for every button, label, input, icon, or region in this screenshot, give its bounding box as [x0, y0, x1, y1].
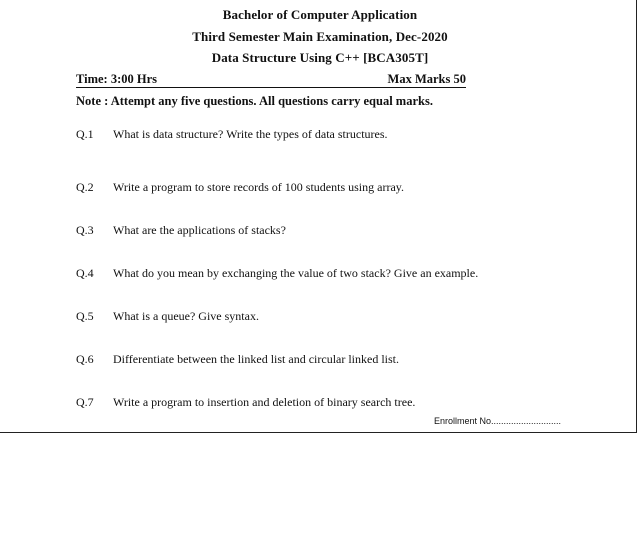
question-number: Q.7: [76, 395, 94, 409]
exam-time: Time: 3:00 Hrs: [76, 72, 158, 86]
question-text: Write a program to insertion and deletion of binary search tree.: [113, 395, 416, 409]
question-text: What is data structure? Write the types of data structures.: [113, 127, 388, 141]
question-number: Q.4: [76, 266, 94, 280]
enrollment-number-field: Enrollment No............................: [434, 416, 562, 426]
question-number: Q.6: [76, 352, 94, 366]
subject-title: Data Structure Using C++ [BCA305T]: [211, 50, 429, 65]
question-number: Q.2: [76, 180, 94, 194]
question-text: Write a program to store records of 100 students using array.: [113, 180, 404, 194]
question-text: What is a queue? Give syntax.: [113, 309, 259, 323]
exam-title: Third Semester Main Examination, Dec-2020: [192, 29, 448, 44]
question-number: Q.1: [76, 127, 94, 141]
question-text: Differentiate between the linked list and circular linked list.: [113, 352, 400, 366]
question-text: What do you mean by exchanging the value of two stack? Give an example.: [113, 266, 479, 280]
program-title: Bachelor of Computer Application: [222, 7, 418, 22]
question-number: Q.3: [76, 223, 94, 237]
time-marks-row: [76, 72, 466, 88]
question-text: What are the applications of stacks?: [113, 223, 286, 237]
max-marks: Max Marks 50: [387, 72, 466, 86]
question-number: Q.5: [76, 309, 94, 323]
instructions-note: Note : Attempt any five questions. All questions carry equal marks.: [76, 94, 433, 108]
